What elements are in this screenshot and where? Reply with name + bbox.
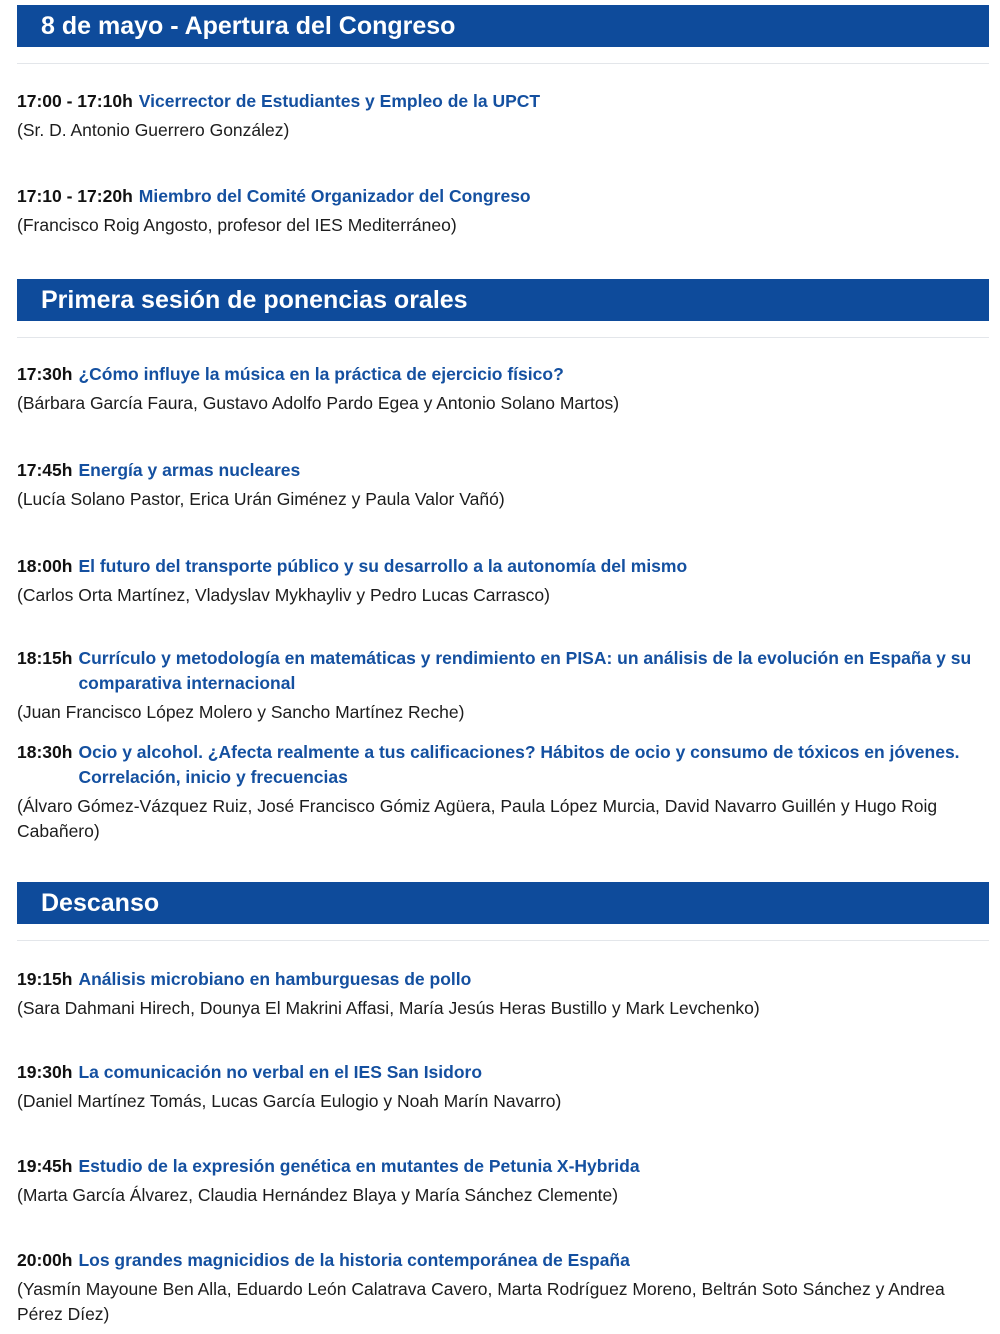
item-title: El futuro del transporte público y su desarrollo a la autonomía del mismo bbox=[78, 556, 688, 576]
schedule-item bbox=[17, 967, 992, 1021]
item-title: Ocio y alcohol. ¿Afecta realmente a tus calificaciones? Hábitos de ocio y consumo de tóxicos en jóvenes. Correlación, inicio y frecuencias bbox=[78, 742, 960, 787]
item-authors: (Juan Francisco López Molero y Sancho Martínez Reche) bbox=[17, 702, 465, 722]
item-authors: (Francisco Roig Angosto, profesor del IES Mediterráneo) bbox=[17, 215, 457, 235]
schedule-item bbox=[17, 1060, 992, 1114]
item-time: 19:15h bbox=[17, 969, 73, 989]
item-title: La comunicación no verbal en el IES San Isidoro bbox=[78, 1062, 483, 1082]
schedule-item bbox=[17, 1154, 992, 1208]
item-authors: (Bárbara García Faura, Gustavo Adolfo Pardo Egea y Antonio Solano Martos) bbox=[17, 393, 620, 413]
item-time: 17:45h bbox=[17, 460, 73, 480]
item-time: 19:45h bbox=[17, 1156, 73, 1176]
item-time: 20:00h bbox=[17, 1250, 73, 1270]
item-title: Análisis microbiano en hamburguesas de pollo bbox=[78, 969, 472, 989]
schedule-item bbox=[17, 458, 992, 512]
item-title: Currículo y metodología en matemáticas y rendimiento en PISA: un análisis de la evolución en España y su comparativa internacional bbox=[78, 648, 972, 693]
schedule-item bbox=[17, 184, 992, 238]
section-divider bbox=[17, 940, 989, 941]
item-authors: (Sr. D. Antonio Guerrero González) bbox=[17, 120, 290, 140]
item-time: 18:15h bbox=[17, 648, 73, 668]
item-time: 18:00h bbox=[17, 556, 73, 576]
item-title: Vicerrector de Estudiantes y Empleo de la UPCT bbox=[138, 91, 541, 111]
item-title: Miembro del Comité Organizador del Congreso bbox=[138, 186, 531, 206]
schedule-item bbox=[17, 1248, 992, 1327]
item-time: 18:30h bbox=[17, 742, 73, 762]
item-authors: (Marta García Álvarez, Claudia Hernández Blaya y María Sánchez Clemente) bbox=[17, 1185, 619, 1205]
section-header-primera-sesion: Primera sesión de ponencias orales bbox=[17, 279, 989, 321]
item-authors: (Yasmín Mayoune Ben Alla, Eduardo León Calatrava Cavero, Marta Rodríguez Moreno, Beltrán Soto Sánchez y Andrea Pérez Díez) bbox=[17, 1279, 945, 1324]
item-title: Los grandes magnicidios de la historia contemporánea de España bbox=[78, 1250, 630, 1270]
schedule-item bbox=[17, 554, 992, 608]
item-time: 17:00 - 17:10h bbox=[17, 91, 133, 111]
schedule-item bbox=[17, 89, 992, 143]
item-authors: (Álvaro Gómez-Vázquez Ruiz, José Francisco Gómiz Agüera, Paula López Murcia, David Navarro Guillén y Hugo Roig Cabañero) bbox=[17, 796, 938, 841]
item-title: Energía y armas nucleares bbox=[78, 460, 301, 480]
item-authors: (Daniel Martínez Tomás, Lucas García Eulogio y Noah Marín Navarro) bbox=[17, 1091, 562, 1111]
item-time: 17:30h bbox=[17, 364, 73, 384]
section-divider bbox=[17, 337, 989, 338]
item-authors: (Lucía Solano Pastor, Erica Urán Giménez y Paula Valor Vañó) bbox=[17, 489, 505, 509]
section-header-descanso: Descanso bbox=[17, 882, 989, 924]
schedule-item bbox=[17, 362, 992, 416]
schedule-item bbox=[17, 740, 992, 844]
item-authors: (Carlos Orta Martínez, Vladyslav Mykhayliv y Pedro Lucas Carrasco) bbox=[17, 585, 550, 605]
section-divider bbox=[17, 63, 989, 64]
item-time: 19:30h bbox=[17, 1062, 73, 1082]
section-header-apertura: 8 de mayo - Apertura del Congreso bbox=[17, 5, 989, 47]
schedule-item bbox=[17, 646, 992, 725]
item-authors: (Sara Dahmani Hirech, Dounya El Makrini Affasi, María Jesús Heras Bustillo y Mark Levchenko) bbox=[17, 998, 760, 1018]
item-title: ¿Cómo influye la música en la práctica de ejercicio físico? bbox=[78, 364, 564, 384]
item-time: 17:10 - 17:20h bbox=[17, 186, 133, 206]
item-title: Estudio de la expresión genética en mutantes de Petunia X-Hybrida bbox=[78, 1156, 640, 1176]
